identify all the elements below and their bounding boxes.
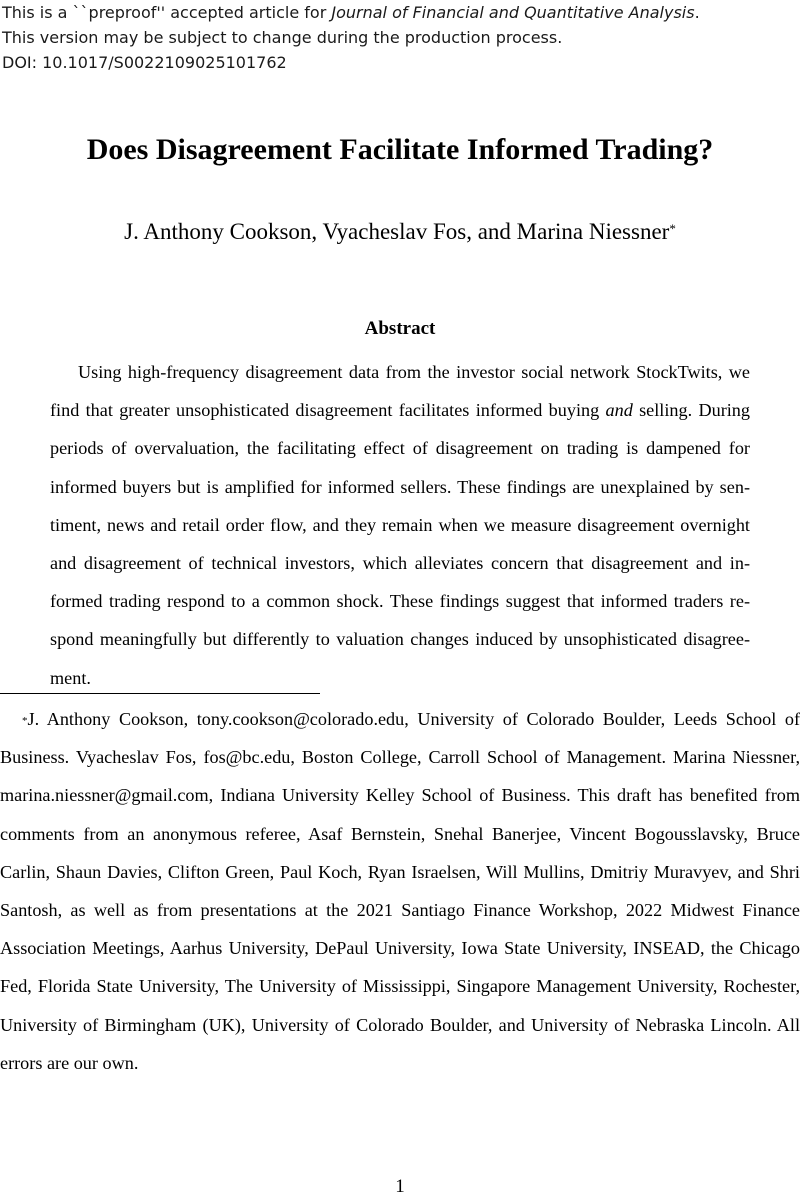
author-names: J. Anthony Cookson, Vyacheslav Fos, and Marina Niessner [124, 219, 670, 244]
abstract-emphasis: and [605, 400, 633, 421]
footnote-text: J. Anthony Cookson, tony.cookson@colorado.edu, University of Colorado Boulder, Leeds School of Business. Vyacheslav Fos, fos@bc.edu, Boston College, Carroll School of Management. Marina Niessner, marina.niessner@gmail.com, Indiana University Kelley School of Business. This draft has benefited from comments from an anonymous referee, Asaf Bernstein, Snehal Banerjee, Vincent Bogousslavsky, Bruce Carlin, Shaun Davies, Clifton Green, Paul Koch, Ryan Israelsen, Will Mullins, Dmitriy Muravyev, and Shri Santosh, as well as from presentations at the 2021 Santiago Finance Workshop, 2022 Midwest Finance Association Meetings, Aarhus University, DePaul University, Iowa State University, INSEAD, the Chicago Fed, Florida State University, The University of Mississippi, Singapore Management University, Rochester, University of Birmingham (UK), University of Colorado Boulder, and University of Nebraska Lincoln. All errors are our own. [0, 709, 800, 1073]
footnote-marker: * [22, 715, 28, 727]
author-footnote-marker: * [669, 221, 676, 236]
author-footnote [0, 700, 800, 1082]
preproof-line-1: This is a ``preproof'' accepted article for Journal of Financial and Quantitative Analysis. [2, 3, 700, 22]
journal-name: Journal of Financial and Quantitative Analysis [331, 3, 695, 22]
abstract-heading: Abstract [364, 318, 436, 339]
footnote-divider [0, 693, 320, 694]
page-number: 1 [395, 1176, 405, 1197]
abstract-text: Using high-frequency disagreement data from the investor social network StockTwits, we find that greater unsophisticated disagreement facilitates informed buying and selling. During periods of overvaluation, the facilitating effect of disagreement on trading is dampened for informed buyers but is amplified for informed sellers. These findings are unexplained by sentiment, news and retail order flow, and they remain when we measure disagreement overnight and disagreement of technical investors, which alleviates concern that disagreement and informed trading respond to a common shock. These findings suggest that informed traders respond meaningfully but differently to valuation changes induced by unsophisticated disagreement. [50, 362, 750, 688]
doi-line: DOI: 10.1017/S0022109025101762 [2, 53, 287, 72]
preproof-notice [2, 0, 700, 75]
preproof-line-2: This version may be subject to change during the production process. [2, 28, 563, 47]
paper-title: Does Disagreement Facilitate Informed Trading? [86, 133, 714, 166]
author-list [0, 216, 800, 248]
